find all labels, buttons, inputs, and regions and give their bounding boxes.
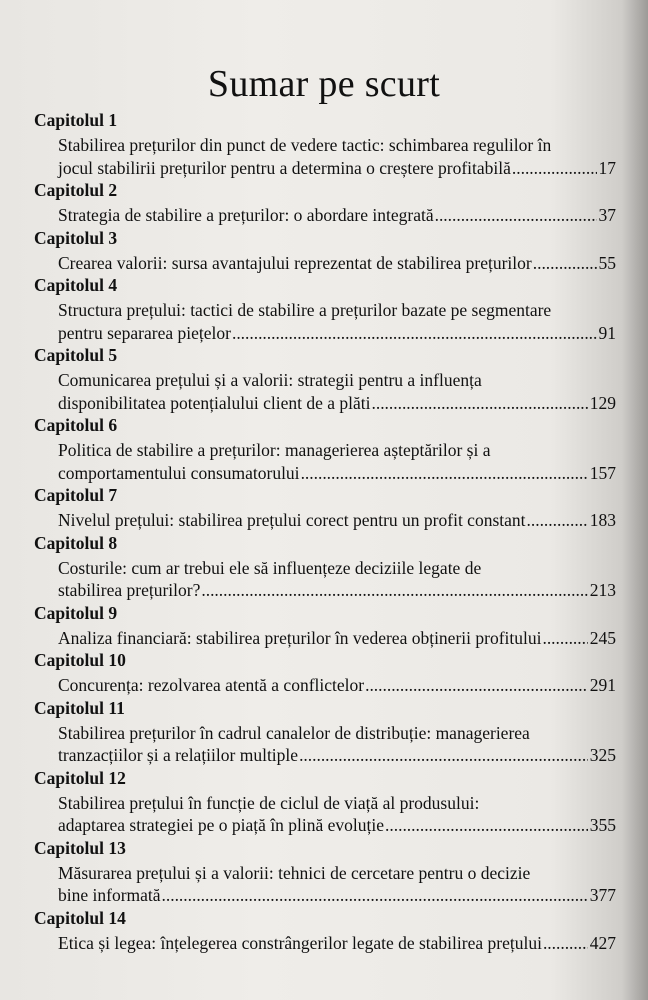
chapter-title-line: jocul stabilirii prețurilor pentru a determina o creștere profitabilă	[58, 157, 511, 178]
dot-leader	[533, 252, 597, 275]
chapter-title-last-line	[58, 157, 616, 180]
chapter-title-last-line	[58, 322, 616, 345]
toc-chapter	[34, 697, 616, 767]
chapter-title-line: Măsurarea prețului și a valorii: tehnici de cercetare pentru o decizie	[58, 862, 531, 883]
page-number: 325	[589, 745, 616, 765]
page-number: 427	[589, 932, 616, 953]
chapter-label: Capitolul 11	[34, 697, 125, 718]
chapter-entry	[58, 674, 616, 697]
chapter-label: Capitolul 7	[34, 485, 118, 505]
chapter-title-line: Structura prețului: tactici de stabilire a prețurilor bazate pe segmentare	[58, 300, 552, 320]
dot-leader	[162, 884, 588, 907]
dot-leader	[372, 392, 588, 415]
chapter-entry	[58, 722, 616, 767]
chapter-label: Capitolul 13	[34, 837, 126, 858]
chapter-title-line: bine informată	[58, 885, 161, 905]
chapter-label: Capitolul 1	[34, 110, 118, 130]
dot-leader	[301, 462, 588, 485]
chapter-title-line: Stabilirea prețurilor din punct de vedere tactic: schimbarea regulilor în	[58, 135, 552, 155]
chapter-title-last-line	[58, 884, 616, 907]
page-number: 291	[589, 675, 616, 695]
chapter-title-line: Analiza financiară: stabilirea prețurilor în vederea obținerii profitului	[58, 627, 542, 648]
toc-chapter	[34, 109, 616, 179]
chapter-title-last-line	[58, 814, 616, 837]
dot-leader	[512, 157, 597, 180]
chapter-title-line: Nivelul prețului: stabilirea prețului corect pentru un profit constant	[58, 510, 526, 530]
chapter-entry	[58, 204, 616, 227]
chapter-label: Capitolul 12	[34, 767, 126, 788]
chapter-title-line: pentru separarea piețelor	[58, 322, 231, 343]
chapter-title-last-line	[58, 509, 616, 532]
chapter-title-line: Politica de stabilire a prețurilor: managerierea așteptărilor și a	[58, 440, 491, 460]
chapter-title-line: Strategia de stabilire a prețurilor: o abordare integrată	[58, 205, 434, 225]
chapter-title-line: Etica și legea: înțelegerea constrângerilor legate de stabilirea prețului	[58, 932, 542, 953]
dot-leader	[365, 674, 588, 697]
toc-chapter	[34, 602, 616, 650]
dot-leader	[232, 322, 597, 345]
dot-leader	[527, 509, 588, 532]
chapter-title-last-line	[58, 252, 616, 275]
page-number: 245	[589, 627, 616, 648]
chapter-entry	[58, 862, 616, 907]
toc-chapter	[34, 227, 616, 275]
chapter-title-line: Concurența: rezolvarea atentă a conflictelor	[58, 675, 365, 695]
toc-chapter	[34, 767, 616, 837]
chapter-entry	[58, 369, 616, 414]
dot-leader	[385, 814, 588, 837]
page-title: Sumar pe scurt	[207, 63, 441, 105]
chapter-label: Capitolul 3	[34, 227, 118, 248]
dot-leader	[435, 204, 597, 227]
chapter-entry	[58, 134, 616, 179]
toc-chapter	[34, 837, 616, 907]
toc-chapter	[34, 274, 616, 344]
chapter-title-last-line	[58, 932, 616, 955]
chapter-title-line: Comunicarea prețului și a valorii: strategii pentru a influența	[58, 370, 482, 390]
chapter-entry	[58, 439, 616, 484]
chapter-label: Capitolul 14	[34, 907, 126, 928]
toc-chapter	[34, 414, 616, 484]
page-number: 157	[589, 462, 616, 483]
chapter-title-line: stabilirea prețurilor?	[58, 580, 201, 600]
chapter-title-last-line	[58, 674, 616, 697]
chapter-title-line: Crearea valorii: sursa avantajului reprezentat de stabilirea prețurilor	[58, 252, 532, 273]
chapter-label: Capitolul 10	[34, 650, 126, 670]
dot-leader	[542, 627, 587, 650]
chapter-label: Capitolul 6	[34, 415, 118, 435]
page-number: 17	[598, 157, 616, 178]
page-number: 129	[589, 392, 616, 413]
toc-chapter	[34, 179, 616, 227]
page-number: 355	[589, 815, 616, 835]
page-number: 377	[589, 885, 616, 905]
chapter-entry	[58, 557, 616, 602]
chapter-title-last-line	[58, 204, 616, 227]
dot-leader	[543, 932, 588, 955]
toc-chapter	[34, 532, 616, 602]
chapter-title-last-line	[58, 744, 616, 767]
chapter-title-line: Stabilirea prețului în funcție de ciclul de viață al produsului:	[58, 792, 480, 813]
page-number: 91	[598, 322, 616, 343]
chapter-title-last-line	[58, 462, 616, 485]
chapter-entry	[58, 932, 616, 955]
chapter-title-last-line	[58, 392, 616, 415]
chapter-entry	[58, 299, 616, 344]
table-of-contents	[34, 109, 616, 954]
toc-chapter	[34, 649, 616, 697]
chapter-label: Capitolul 9	[34, 602, 118, 623]
chapter-label: Capitolul 8	[34, 532, 118, 553]
chapter-title-line: disponibilitatea potențialului client de a plăti	[58, 392, 371, 413]
chapter-entry	[58, 627, 616, 650]
chapter-label: Capitolul 2	[34, 180, 118, 200]
chapter-title-last-line	[58, 627, 616, 650]
toc-chapter	[34, 907, 616, 955]
chapter-title-line: adaptarea strategiei pe o piață în plină evoluție	[58, 815, 385, 835]
chapter-title-line: Stabilirea prețurilor în cadrul canalelor de distribuție: managerierea	[58, 722, 530, 743]
dot-leader	[299, 744, 588, 767]
page-number: 37	[598, 205, 616, 225]
chapter-title-line: comportamentului consumatorului	[58, 462, 300, 483]
dot-leader	[201, 579, 587, 602]
chapter-entry	[58, 252, 616, 275]
chapter-entry	[58, 792, 616, 837]
chapter-label: Capitolul 5	[34, 345, 118, 365]
page-number: 183	[589, 510, 616, 530]
chapter-entry	[58, 509, 616, 532]
chapter-title-last-line	[58, 579, 616, 602]
toc-chapter	[34, 344, 616, 414]
page-number: 55	[598, 252, 616, 273]
toc-chapter	[34, 484, 616, 532]
chapter-title-line: Costurile: cum ar trebui ele să influențeze deciziile legate de	[58, 557, 482, 578]
page-number: 213	[589, 580, 616, 600]
chapter-title-line: tranzacțiilor și a relațiilor multiple	[58, 745, 299, 765]
chapter-label: Capitolul 4	[34, 275, 118, 295]
